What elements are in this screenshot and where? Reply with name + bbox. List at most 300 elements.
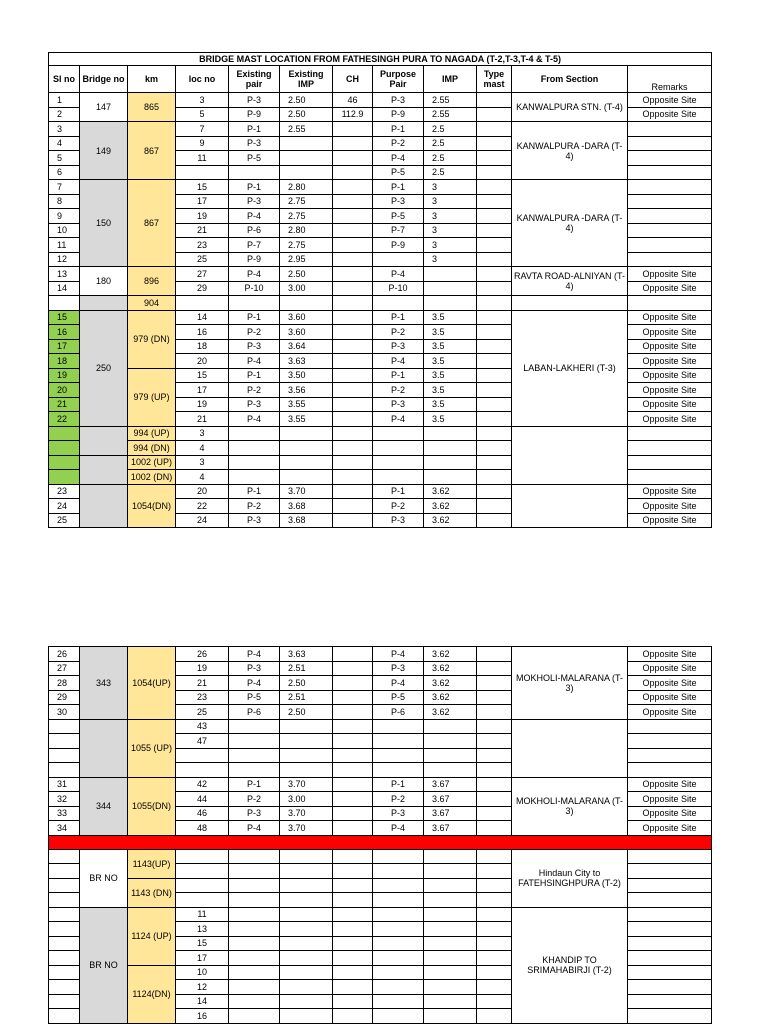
existing-pair-cell: P-2 xyxy=(229,325,280,340)
remarks-cell xyxy=(628,180,712,195)
loc-no-cell: 9 xyxy=(176,136,229,151)
existing-imp-cell: 3.55 xyxy=(280,397,333,412)
existing-pair-cell xyxy=(229,426,280,441)
purpose-pair-cell: P-3 xyxy=(373,661,424,676)
type-mast-cell xyxy=(477,965,512,980)
from-section-cell: KANWALPURA -DARA (T-4) xyxy=(512,122,628,180)
ch-cell xyxy=(333,368,373,383)
existing-imp-cell xyxy=(280,965,333,980)
type-mast-cell xyxy=(477,354,512,369)
ch-cell xyxy=(333,310,373,325)
existing-pair-cell: P-2 xyxy=(229,792,280,807)
existing-imp-cell xyxy=(280,296,333,311)
sl-no-cell xyxy=(49,965,80,980)
purpose-pair-cell: P-3 xyxy=(373,397,424,412)
ch-cell xyxy=(333,165,373,180)
type-mast-cell xyxy=(477,441,512,456)
sl-no-cell: 31 xyxy=(49,777,80,792)
ch-cell xyxy=(333,499,373,514)
type-mast-cell xyxy=(477,499,512,514)
loc-no-cell: 11 xyxy=(176,907,229,922)
sl-no-cell xyxy=(49,980,80,995)
purpose-pair-cell: P-4 xyxy=(373,412,424,427)
ch-cell xyxy=(333,980,373,995)
bridge-no-cell: 147 xyxy=(80,93,128,122)
purpose-pair-cell xyxy=(373,965,424,980)
purpose-pair-cell xyxy=(373,994,424,1009)
ch-cell xyxy=(333,907,373,922)
from-section-cell: KANWALPURA STN. (T-4) xyxy=(512,93,628,122)
existing-pair-cell xyxy=(229,763,280,778)
bridge-no-cell: 250 xyxy=(80,310,128,426)
loc-no-cell: 3 xyxy=(176,455,229,470)
imp-cell xyxy=(424,907,477,922)
imp-cell: 3.62 xyxy=(424,513,477,528)
table-title: BRIDGE MAST LOCATION FROM FATHESINGH PURA TO NAGADA (T-2,T-3,T-4 & T-5) xyxy=(49,53,712,66)
imp-cell xyxy=(424,281,477,296)
imp-cell: 2.5 xyxy=(424,136,477,151)
imp-cell xyxy=(424,426,477,441)
remarks-cell: Opposite Site xyxy=(628,777,712,792)
type-mast-cell xyxy=(477,980,512,995)
existing-imp-cell: 2.80 xyxy=(280,180,333,195)
header-ch: CH xyxy=(333,66,373,93)
loc-no-cell: 18 xyxy=(176,339,229,354)
existing-imp-cell xyxy=(280,136,333,151)
type-mast-cell xyxy=(477,806,512,821)
km-cell: 994 (UP) xyxy=(128,426,176,441)
loc-no-cell: 24 xyxy=(176,513,229,528)
sl-no-cell xyxy=(49,994,80,1009)
existing-imp-cell: 3.60 xyxy=(280,310,333,325)
red-separator-band xyxy=(49,835,712,849)
existing-imp-cell: 2.50 xyxy=(280,676,333,691)
purpose-pair-cell xyxy=(373,734,424,749)
type-mast-cell xyxy=(477,994,512,1009)
remarks-cell: Opposite Site xyxy=(628,484,712,499)
bridge-no-cell: BR NO xyxy=(80,907,128,1023)
existing-pair-cell: P-4 xyxy=(229,647,280,662)
purpose-pair-cell: P-9 xyxy=(373,238,424,253)
sl-no-cell xyxy=(49,470,80,485)
loc-no-cell: 4 xyxy=(176,441,229,456)
imp-cell xyxy=(424,951,477,966)
from-section-cell xyxy=(512,296,628,311)
remarks-cell xyxy=(628,748,712,763)
imp-cell: 2.5 xyxy=(424,165,477,180)
sl-no-cell: 25 xyxy=(49,513,80,528)
existing-imp-cell: 2.50 xyxy=(280,267,333,282)
type-mast-cell xyxy=(477,238,512,253)
sl-no-cell: 13 xyxy=(49,267,80,282)
loc-no-cell: 3 xyxy=(176,426,229,441)
existing-pair-cell: P-4 xyxy=(229,821,280,836)
existing-pair-cell: P-1 xyxy=(229,310,280,325)
type-mast-cell xyxy=(477,676,512,691)
km-cell: 979 (UP) xyxy=(128,368,176,426)
ch-cell xyxy=(333,821,373,836)
bridge-no-cell xyxy=(80,426,128,455)
imp-cell xyxy=(424,936,477,951)
loc-no-cell: 29 xyxy=(176,281,229,296)
km-cell: 1055 (UP) xyxy=(128,719,176,777)
existing-pair-cell: P-10 xyxy=(229,281,280,296)
bridge-mast-table-top xyxy=(48,52,712,528)
km-cell: 1055(DN) xyxy=(128,777,176,835)
bridge-mast-table-bottom xyxy=(48,646,712,1024)
existing-pair-cell: P-5 xyxy=(229,151,280,166)
imp-cell xyxy=(424,980,477,995)
ch-cell xyxy=(333,719,373,734)
sl-no-cell: 15 xyxy=(49,310,80,325)
header-loc-no: loc no xyxy=(176,66,229,93)
existing-pair-cell xyxy=(229,748,280,763)
imp-cell: 3 xyxy=(424,194,477,209)
imp-cell xyxy=(424,748,477,763)
remarks-cell: Opposite Site xyxy=(628,383,712,398)
existing-imp-cell xyxy=(280,719,333,734)
loc-no-cell: 10 xyxy=(176,965,229,980)
type-mast-cell xyxy=(477,821,512,836)
sl-no-cell xyxy=(49,441,80,456)
existing-pair-cell xyxy=(229,455,280,470)
existing-pair-cell xyxy=(229,951,280,966)
ch-cell xyxy=(333,893,373,908)
existing-imp-cell xyxy=(280,426,333,441)
purpose-pair-cell: P-2 xyxy=(373,499,424,514)
type-mast-cell xyxy=(477,763,512,778)
imp-cell: 3.5 xyxy=(424,339,477,354)
loc-no-cell: 19 xyxy=(176,661,229,676)
sl-no-cell: 17 xyxy=(49,339,80,354)
purpose-pair-cell xyxy=(373,252,424,267)
header-purpose-pair: Purpose Pair xyxy=(373,66,424,93)
header-type-mast: Type mast xyxy=(477,66,512,93)
ch-cell xyxy=(333,238,373,253)
loc-no-cell: 25 xyxy=(176,252,229,267)
ch-cell xyxy=(333,676,373,691)
km-cell: 994 (DN) xyxy=(128,441,176,456)
from-section-cell: MOKHOLI-MALARANA (T-3) xyxy=(512,777,628,835)
bridge-no-cell: 150 xyxy=(80,180,128,267)
ch-cell xyxy=(333,792,373,807)
ch-cell xyxy=(333,397,373,412)
ch-cell xyxy=(333,734,373,749)
sl-no-cell: 29 xyxy=(49,690,80,705)
existing-pair-cell: P-4 xyxy=(229,412,280,427)
sl-no-cell: 21 xyxy=(49,397,80,412)
purpose-pair-cell: P-4 xyxy=(373,647,424,662)
type-mast-cell xyxy=(477,310,512,325)
remarks-cell: Opposite Site xyxy=(628,690,712,705)
imp-cell xyxy=(424,864,477,879)
purpose-pair-cell: P-1 xyxy=(373,484,424,499)
imp-cell xyxy=(424,441,477,456)
existing-pair-cell: P-1 xyxy=(229,122,280,137)
ch-cell xyxy=(333,136,373,151)
km-cell: 904 xyxy=(128,296,176,311)
purpose-pair-cell xyxy=(373,980,424,995)
table-body-bottom xyxy=(49,647,712,1024)
existing-imp-cell: 2.51 xyxy=(280,690,333,705)
from-section-cell: RAVTA ROAD-ALNIYAN (T-4) xyxy=(512,267,628,296)
header-bridge-no: Bridge no xyxy=(80,66,128,93)
existing-pair-cell xyxy=(229,936,280,951)
imp-cell: 3.67 xyxy=(424,821,477,836)
type-mast-cell xyxy=(477,165,512,180)
remarks-cell xyxy=(628,238,712,253)
existing-pair-cell: P-3 xyxy=(229,661,280,676)
from-section-cell: LABAN-LAKHERI (T-3) xyxy=(512,310,628,426)
existing-pair-cell xyxy=(229,965,280,980)
ch-cell xyxy=(333,690,373,705)
purpose-pair-cell: P-2 xyxy=(373,325,424,340)
remarks-cell xyxy=(628,936,712,951)
remarks-cell: Opposite Site xyxy=(628,647,712,662)
imp-cell xyxy=(424,994,477,1009)
purpose-pair-cell: P-7 xyxy=(373,223,424,238)
loc-no-cell: 23 xyxy=(176,238,229,253)
ch-cell xyxy=(333,267,373,282)
type-mast-cell xyxy=(477,484,512,499)
ch-cell xyxy=(333,864,373,879)
loc-no-cell: 5 xyxy=(176,107,229,122)
purpose-pair-cell xyxy=(373,296,424,311)
remarks-cell xyxy=(628,719,712,734)
imp-cell xyxy=(424,763,477,778)
remarks-cell xyxy=(628,136,712,151)
existing-imp-cell xyxy=(280,922,333,937)
type-mast-cell xyxy=(477,180,512,195)
imp-cell: 3.5 xyxy=(424,397,477,412)
km-cell: 1002 (DN) xyxy=(128,470,176,485)
remarks-cell xyxy=(628,864,712,879)
existing-pair-cell xyxy=(229,296,280,311)
remarks-cell: Opposite Site xyxy=(628,93,712,108)
ch-cell xyxy=(333,647,373,662)
type-mast-cell xyxy=(477,661,512,676)
existing-imp-cell: 3.00 xyxy=(280,281,333,296)
imp-cell xyxy=(424,470,477,485)
imp-cell: 2.55 xyxy=(424,107,477,122)
existing-pair-cell xyxy=(229,470,280,485)
ch-cell xyxy=(333,151,373,166)
existing-imp-cell: 3.56 xyxy=(280,383,333,398)
existing-pair-cell: P-9 xyxy=(229,107,280,122)
existing-imp-cell: 3.63 xyxy=(280,647,333,662)
ch-cell xyxy=(333,296,373,311)
imp-cell: 3.67 xyxy=(424,777,477,792)
loc-no-cell: 46 xyxy=(176,806,229,821)
imp-cell: 3.62 xyxy=(424,499,477,514)
imp-cell xyxy=(424,849,477,864)
sl-no-cell: 6 xyxy=(49,165,80,180)
existing-imp-cell: 3.63 xyxy=(280,354,333,369)
header-remarks: Remarks xyxy=(628,66,712,93)
existing-pair-cell xyxy=(229,165,280,180)
existing-pair-cell: P-7 xyxy=(229,238,280,253)
ch-cell xyxy=(333,441,373,456)
purpose-pair-cell xyxy=(373,441,424,456)
purpose-pair-cell: P-4 xyxy=(373,151,424,166)
remarks-cell xyxy=(628,151,712,166)
remarks-cell: Opposite Site xyxy=(628,267,712,282)
loc-no-cell: 19 xyxy=(176,209,229,224)
existing-pair-cell: P-1 xyxy=(229,484,280,499)
purpose-pair-cell xyxy=(373,455,424,470)
loc-no-cell: 44 xyxy=(176,792,229,807)
type-mast-cell xyxy=(477,748,512,763)
existing-imp-cell xyxy=(280,470,333,485)
remarks-cell xyxy=(628,296,712,311)
loc-no-cell: 13 xyxy=(176,922,229,937)
from-section-cell: KHANDIP TO SRIMAHABIRJI (T-2) xyxy=(512,907,628,1023)
type-mast-cell xyxy=(477,296,512,311)
loc-no-cell: 47 xyxy=(176,734,229,749)
purpose-pair-cell: P-2 xyxy=(373,136,424,151)
existing-imp-cell: 3.64 xyxy=(280,339,333,354)
remarks-cell xyxy=(628,965,712,980)
remarks-cell xyxy=(628,734,712,749)
existing-imp-cell: 3.70 xyxy=(280,484,333,499)
remarks-cell xyxy=(628,878,712,893)
loc-no-cell: 21 xyxy=(176,676,229,691)
type-mast-cell xyxy=(477,383,512,398)
sl-no-cell: 10 xyxy=(49,223,80,238)
sl-no-cell: 22 xyxy=(49,412,80,427)
ch-cell xyxy=(333,806,373,821)
remarks-cell: Opposite Site xyxy=(628,499,712,514)
type-mast-cell xyxy=(477,252,512,267)
existing-imp-cell: 2.50 xyxy=(280,93,333,108)
ch-cell xyxy=(333,1009,373,1024)
existing-imp-cell: 2.75 xyxy=(280,194,333,209)
existing-imp-cell xyxy=(280,455,333,470)
loc-no-cell xyxy=(176,763,229,778)
existing-pair-cell xyxy=(229,893,280,908)
existing-imp-cell xyxy=(280,980,333,995)
imp-cell xyxy=(424,922,477,937)
ch-cell xyxy=(333,661,373,676)
remarks-cell xyxy=(628,922,712,937)
purpose-pair-cell: P-3 xyxy=(373,806,424,821)
ch-cell xyxy=(333,281,373,296)
remarks-cell xyxy=(628,426,712,441)
remarks-cell xyxy=(628,1009,712,1024)
sl-no-cell: 3 xyxy=(49,122,80,137)
ch-cell xyxy=(333,470,373,485)
purpose-pair-cell xyxy=(373,922,424,937)
purpose-pair-cell: P-5 xyxy=(373,209,424,224)
existing-pair-cell: P-4 xyxy=(229,354,280,369)
existing-pair-cell: P-6 xyxy=(229,223,280,238)
type-mast-cell xyxy=(477,922,512,937)
type-mast-cell xyxy=(477,397,512,412)
sl-no-cell: 27 xyxy=(49,661,80,676)
remarks-cell: Opposite Site xyxy=(628,513,712,528)
loc-no-cell: 15 xyxy=(176,368,229,383)
remarks-cell xyxy=(628,122,712,137)
purpose-pair-cell: P-3 xyxy=(373,194,424,209)
type-mast-cell xyxy=(477,719,512,734)
type-mast-cell xyxy=(477,513,512,528)
existing-pair-cell xyxy=(229,1009,280,1024)
type-mast-cell xyxy=(477,209,512,224)
loc-no-cell: 16 xyxy=(176,1009,229,1024)
sl-no-cell xyxy=(49,734,80,749)
remarks-cell: Opposite Site xyxy=(628,676,712,691)
ch-cell xyxy=(333,426,373,441)
remarks-cell xyxy=(628,980,712,995)
table-row xyxy=(49,122,712,137)
purpose-pair-cell: P-4 xyxy=(373,821,424,836)
imp-cell: 3.5 xyxy=(424,310,477,325)
type-mast-cell xyxy=(477,777,512,792)
type-mast-cell xyxy=(477,267,512,282)
remarks-cell xyxy=(628,994,712,1009)
purpose-pair-cell xyxy=(373,748,424,763)
remarks-cell: Opposite Site xyxy=(628,821,712,836)
bridge-no-cell: 343 xyxy=(80,647,128,720)
existing-imp-cell: 3.68 xyxy=(280,513,333,528)
type-mast-cell xyxy=(477,325,512,340)
existing-pair-cell: P-1 xyxy=(229,180,280,195)
existing-imp-cell: 3.60 xyxy=(280,325,333,340)
sl-no-cell xyxy=(49,1009,80,1024)
loc-no-cell: 42 xyxy=(176,777,229,792)
type-mast-cell xyxy=(477,93,512,108)
sl-no-cell xyxy=(49,748,80,763)
purpose-pair-cell xyxy=(373,893,424,908)
remarks-cell xyxy=(628,470,712,485)
purpose-pair-cell: P-4 xyxy=(373,676,424,691)
remarks-cell: Opposite Site xyxy=(628,107,712,122)
ch-cell xyxy=(333,180,373,195)
existing-pair-cell: P-3 xyxy=(229,93,280,108)
existing-pair-cell xyxy=(229,849,280,864)
loc-no-cell: 14 xyxy=(176,994,229,1009)
ch-cell xyxy=(333,383,373,398)
loc-no-cell: 12 xyxy=(176,980,229,995)
table-row xyxy=(49,484,712,499)
ch-cell xyxy=(333,748,373,763)
km-cell: 896 xyxy=(128,267,176,296)
loc-no-cell: 26 xyxy=(176,647,229,662)
sl-no-cell: 19 xyxy=(49,368,80,383)
ch-cell xyxy=(333,412,373,427)
sl-no-cell: 5 xyxy=(49,151,80,166)
table-row xyxy=(49,719,712,734)
imp-cell: 3.62 xyxy=(424,690,477,705)
remarks-cell: Opposite Site xyxy=(628,310,712,325)
ch-cell xyxy=(333,922,373,937)
sl-no-cell xyxy=(49,719,80,734)
km-cell: 1124(DN) xyxy=(128,965,176,1023)
table-body-top xyxy=(49,93,712,528)
ch-cell xyxy=(333,209,373,224)
sl-no-cell: 14 xyxy=(49,281,80,296)
remarks-cell xyxy=(628,763,712,778)
km-cell: 1124 (UP) xyxy=(128,907,176,965)
purpose-pair-cell: P-5 xyxy=(373,690,424,705)
sl-no-cell: 24 xyxy=(49,499,80,514)
table-row xyxy=(49,180,712,195)
ch-cell xyxy=(333,252,373,267)
existing-pair-cell xyxy=(229,719,280,734)
type-mast-cell xyxy=(477,151,512,166)
type-mast-cell xyxy=(477,455,512,470)
imp-cell: 3 xyxy=(424,209,477,224)
